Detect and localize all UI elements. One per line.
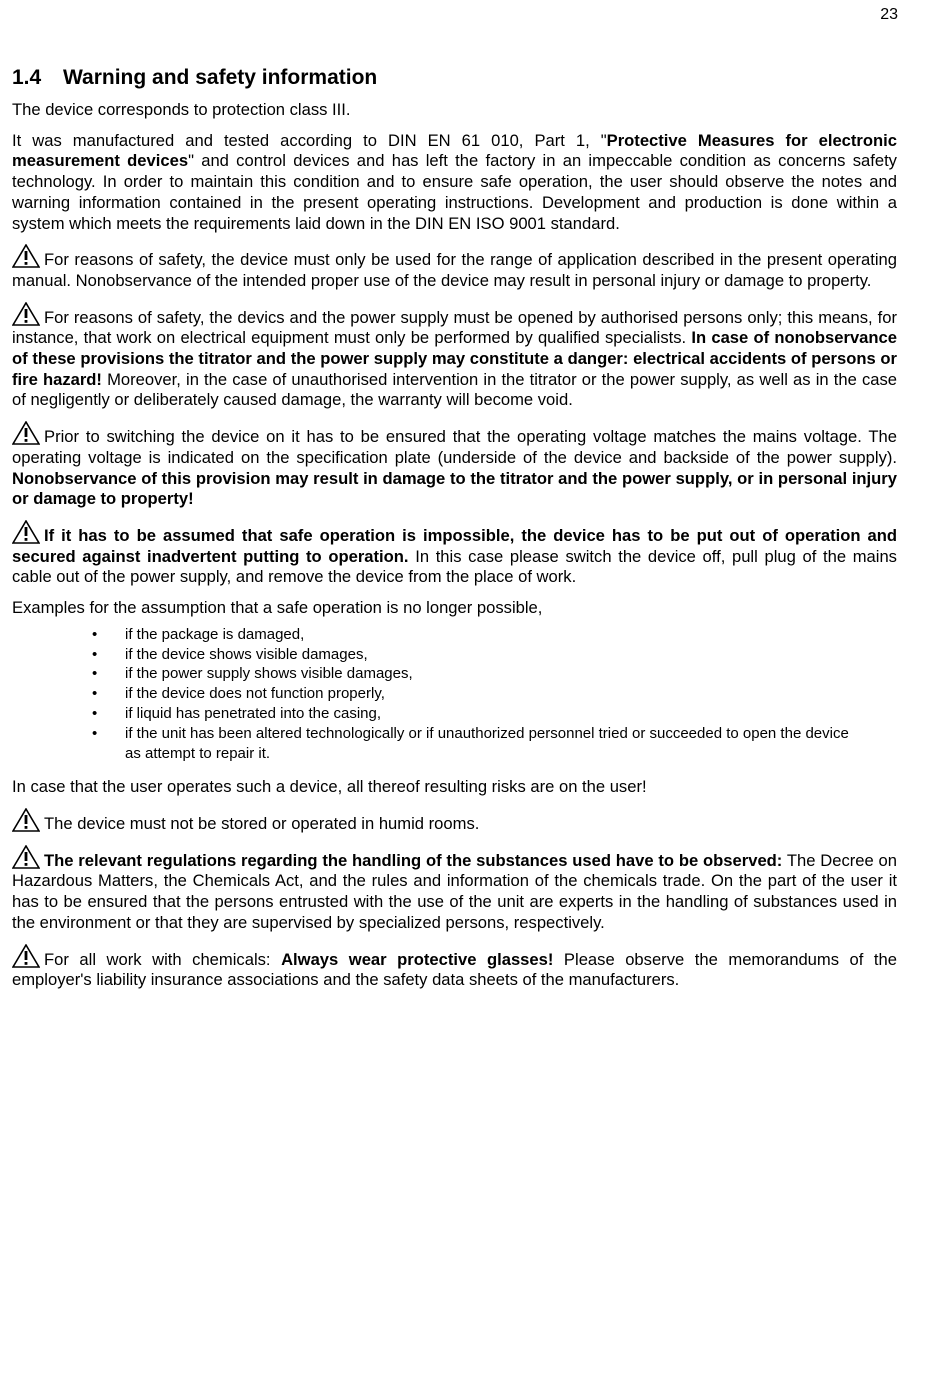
text-run: For reasons of safety, the devics and the power supply must be opened by authorised persons only; this means, for instance, that work on electrical equipment must only be performed by qualified specialists. bbox=[12, 307, 897, 348]
warning-triangle-icon bbox=[12, 302, 40, 326]
text-run: For reasons of safety, the device must only be used for the range of application described in the present operating manual. Nonobservance of the intended proper use of the device may result in personal injury or damage to property. bbox=[12, 250, 897, 290]
bold-text: Nonobservance of this provision may result in damage to the titrator and the power supply, or in personal injury or damage to property! bbox=[12, 468, 897, 509]
text-run: It was manufactured and tested according to DIN EN 61 010, Part 1, " bbox=[12, 130, 607, 150]
text-run: Prior to switching the device on it has to be ensured that the operating voltage matches the mains voltage. The operating voltage is indicated on the specification plate (underside of the device and backside of the power supply). bbox=[12, 427, 897, 467]
protection-class-paragraph: The device corresponds to protection class III. bbox=[12, 100, 351, 119]
examples-list bbox=[12, 625, 897, 764]
text-run: In this case please switch the device off, pull plug of the mains cable out of the power supply, and remove the device from the place of work. bbox=[12, 546, 897, 587]
warning-paragraph-chemicals bbox=[12, 944, 897, 991]
warning-triangle-icon bbox=[12, 421, 40, 445]
warning-paragraph-authorised bbox=[12, 302, 897, 412]
list-item: • if the device does not function properly, bbox=[125, 684, 897, 704]
bold-text: Always wear protective glasses! bbox=[281, 949, 554, 969]
warning-paragraph-regulations bbox=[12, 845, 897, 934]
warning-triangle-icon bbox=[12, 944, 40, 968]
bold-text: Protective Measures for electronic measurement devices bbox=[12, 130, 897, 171]
warning-paragraph-application bbox=[12, 244, 897, 291]
text-run: The device must not be stored or operated in humid rooms. bbox=[44, 814, 480, 834]
manufacturing-paragraph bbox=[12, 131, 897, 235]
list-item: • if the unit has been altered technologically or if unauthorized personnel tried or succeeded to open the device as attempt to repair it. bbox=[125, 724, 897, 764]
bold-text: If it has to be assumed that safe operation is impossible, the device has to be put out of operation and secured against inadvertent putting to operation. bbox=[12, 525, 897, 566]
section-title: Warning and safety information bbox=[63, 66, 378, 89]
page-content bbox=[12, 66, 897, 1001]
section-heading bbox=[12, 66, 897, 90]
list-item: • if liquid has penetrated into the casing, bbox=[125, 704, 897, 724]
warning-triangle-icon bbox=[12, 244, 40, 268]
warning-paragraph-voltage bbox=[12, 421, 897, 510]
bold-text: The relevant regulations regarding the handling of the substances used have to be observed: bbox=[44, 850, 783, 870]
warning-triangle-icon bbox=[12, 520, 40, 544]
warning-triangle-icon bbox=[12, 845, 40, 869]
text-run: Please observe the memorandums of the employer's liability insurance associations and the safety data sheets of the manufacturers. bbox=[12, 949, 897, 990]
text-run: " and control devices and has left the factory in an impeccable condition as concerns safety technology. In order to maintain this condition and to ensure safe operation, the user should observe the notes and warning information contained in the present operating instructions. Development and production is done within a system which meets the requirements laid down in the DIN EN ISO 9001 standard. bbox=[12, 151, 897, 233]
text-run: The Decree on Hazardous Matters, the Chemicals Act, and the rules and information of the chemicals trade. On the part of the user it has to be ensured that the persons entrusted with the use of the unit are experts in the handling of substances used in the environment or that they are supervised by specialized persons, respectively. bbox=[12, 850, 898, 932]
list-item: • if the device shows visible damages, bbox=[125, 645, 897, 665]
text-run: For all work with chemicals: bbox=[44, 949, 282, 969]
examples-intro: Examples for the assumption that a safe operation is no longer possible, bbox=[12, 598, 543, 618]
bold-text: In case of nonobservance of these provisions the titrator and the power supply may constitute a danger: electrical accidents of persons or fire hazard! bbox=[12, 328, 897, 389]
warning-paragraph-operation bbox=[12, 520, 897, 588]
warning-paragraph-humid bbox=[12, 808, 897, 835]
warning-triangle-icon bbox=[12, 808, 40, 832]
list-item: • if the package is damaged, bbox=[125, 625, 897, 645]
list-item: • if the power supply shows visible damages, bbox=[125, 664, 897, 684]
page-number: 23 bbox=[880, 6, 898, 23]
risk-note: In case that the user operates such a device, all thereof resulting risks are on the user! bbox=[12, 777, 647, 797]
text-run: Moreover, in the case of unauthorised intervention in the titrator or the power supply, as well as in the case of negligently or deliberately caused damage, the warranty will become void. bbox=[12, 369, 897, 410]
section-number: 1.4 bbox=[12, 66, 42, 89]
